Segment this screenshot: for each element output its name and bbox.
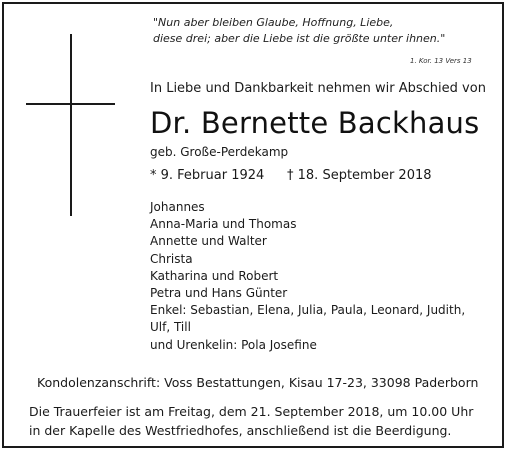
quote-line-1: "Nun aber bleiben Glaube, Hoffnung, Liebe, xyxy=(153,16,394,29)
quote-line-2: diese drei; aber die Liebe ist die größte unter ihnen." xyxy=(153,32,446,45)
family-great-grandchild: und Urenkelin: Pola Josefine xyxy=(150,337,317,352)
cross-symbol-vertical xyxy=(70,34,72,216)
family-member: Annette und Walter xyxy=(150,234,267,249)
condolence-address: Kondolenzanschrift: Voss Bestattungen, Kisau 17-23, 33098 Paderborn xyxy=(37,375,479,390)
family-member: Petra und Hans Günter xyxy=(150,286,288,301)
family-member: Anna-Maria und Thomas xyxy=(150,217,297,232)
intro-text: In Liebe und Dankbarkeit nehmen wir Abschied von xyxy=(150,81,486,96)
family-grandchildren: Enkel: Sebastian, Elena, Julia, Paula, Leonard, Judith, xyxy=(150,303,466,318)
quote-reference: 1. Kor. 13 Vers 13 xyxy=(410,57,472,65)
maiden-name: geb. Große-Perdekamp xyxy=(150,145,289,159)
funeral-line-2: in der Kapelle des Westfriedhofes, anschließend ist die Beerdigung. xyxy=(29,423,452,438)
family-grandchildren-cont: Ulf, Till xyxy=(150,320,191,335)
deceased-name: Dr. Bernette Backhaus xyxy=(150,106,480,140)
cross-symbol-horizontal xyxy=(26,103,115,105)
family-member: Johannes xyxy=(150,200,205,214)
death-date: † 18. September 2018 xyxy=(287,168,432,183)
family-list xyxy=(150,199,465,354)
funeral-line-1: Die Trauerfeier ist am Freitag, dem 21. September 2018, um 10.00 Uhr xyxy=(29,404,474,419)
family-member: Christa xyxy=(150,251,193,266)
family-member: Katharina und Robert xyxy=(150,268,279,283)
birth-date: * 9. Februar 1924 xyxy=(150,168,265,183)
